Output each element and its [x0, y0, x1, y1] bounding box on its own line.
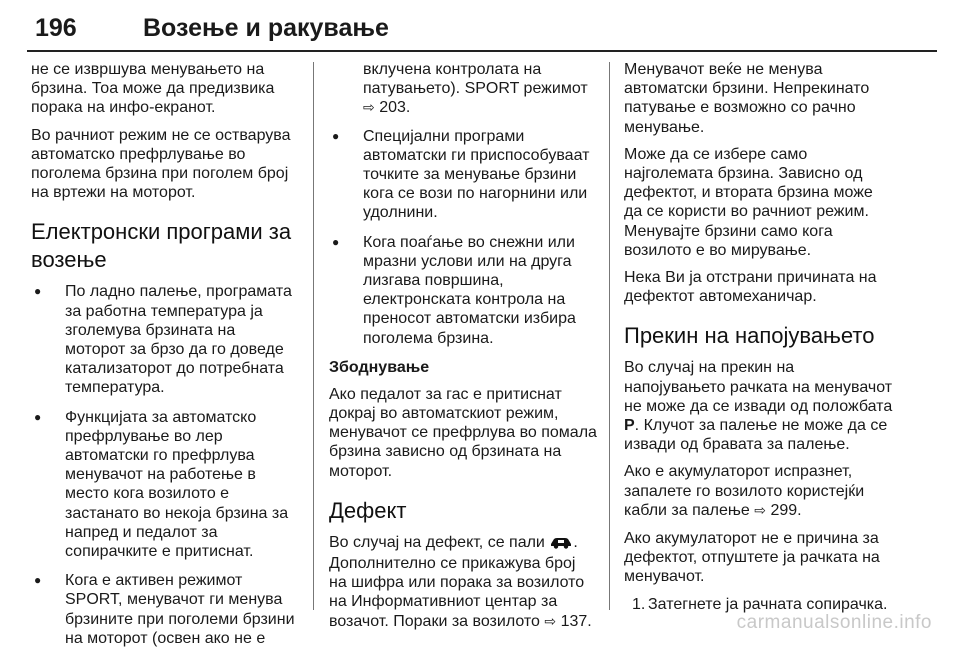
list-item — [624, 595, 894, 614]
page-reference[interactable]: 299. — [770, 501, 802, 519]
bullet-list — [31, 282, 299, 648]
bullet-list — [329, 127, 597, 348]
paragraph-text: . Дополнително се прикажува број на шифра или порака за возилото на Информативниот центар за возачот. Пораки за возилото — [329, 533, 585, 630]
column-divider — [313, 62, 314, 610]
column-divider — [609, 62, 610, 610]
step-text: Затегнете ја рачната сопирачка. — [648, 595, 888, 613]
paragraph — [329, 533, 597, 632]
page-reference[interactable]: 203. — [379, 99, 411, 117]
reference-arrow-icon: ⇨ — [544, 613, 557, 630]
section-heading-power-interruption: Прекин на напојувањето — [624, 323, 875, 349]
paragraph — [329, 60, 597, 119]
list-item: ● Специјални програми автоматски ги приспособуваат точките за менување брзини кога се вози по нагорнини или удолнини. — [329, 127, 597, 223]
gear-position-p: P — [624, 417, 635, 435]
reference-arrow-icon: ⇨ — [363, 100, 375, 117]
paragraph: Менувачот веќе не менува автоматски брзини. Непрекинато патување е возможно со рачно менување. — [624, 61, 870, 136]
column-2 — [329, 60, 597, 640]
car-transmission-fault-icon — [549, 535, 573, 554]
paragraph-text: Во случај на дефект, се пали — [329, 533, 545, 551]
paragraph — [624, 358, 894, 454]
paragraph-text: Ако е акумулаторот испразнет, запалете го возилото користејќи кабли за палење — [624, 463, 865, 519]
section-heading-electronic-programs: Електронски програми за возење — [31, 219, 292, 273]
column-3 — [624, 60, 894, 614]
paragraph: Ако акумулаторот не е причина за дефектот, отпуштете ја рачката на менувачот. — [624, 530, 880, 586]
list-item: ● Кога поаѓање во снежни или мразни услови или на друга лизгава површина, електронската контрола на преносот автоматски избира поголема брзина. — [329, 233, 597, 348]
section-heading-fault: Дефект — [329, 497, 407, 523]
page-reference[interactable]: 137. — [560, 612, 592, 630]
paragraph: Може да се избере само најголемата брзина. Зависно од дефектот, и втората брзина може да се користи во рачниот режим. Менувајте брзини само кога возилото е во мирување. — [624, 145, 873, 259]
step-number: 1. — [632, 595, 646, 613]
paragraph-text: . Клучот за палење не може да се извади од бравата за палење. — [624, 417, 888, 454]
paragraph-text: вклучена контролата на патувањето). SPORT режимот — [363, 61, 588, 98]
list-item: ● Кога е активен режимот SPORT, менувачот ги менува брзините при поголеми брзини на моторот (освен ако не е — [31, 571, 299, 648]
paragraph — [624, 462, 894, 521]
paragraph: Ако педалот за гас е притиснат докрај во автоматскиот режим, менувачот се префрлува во помала брзина зависно од брзината на моторот. — [329, 385, 597, 480]
column-1 — [31, 60, 299, 658]
step-list — [624, 595, 894, 614]
reference-arrow-icon: ⇨ — [754, 502, 766, 519]
watermark: carmanualsonline.info — [736, 612, 932, 633]
page-number: 196 — [35, 14, 77, 42]
subheading-kickdown: Збоднување — [329, 358, 430, 376]
page-header — [27, 4, 937, 52]
paragraph-text: Во случај на прекин на напојувањето рачката на менувачот не може да се извади од положбата — [624, 359, 893, 415]
chapter-title: Возење и ракување — [143, 14, 389, 42]
paragraph: Нека Ви ја отстрани причината на дефектот автомеханичар. — [624, 269, 877, 306]
paragraph: Во рачниот режим не се остварува автоматско префрлување во поголема брзина при поголем број на вртежи на моторот. — [31, 126, 291, 202]
list-item: ● По ладно палење, програмата за работна температура ја зголемува брзината на моторот за брзо да го доведе катализаторот до потребната температура. — [31, 282, 299, 397]
list-item: ● Функцијата за автоматско префрлување во лер автоматски го префрлува менувачот на работење в место кога возилото е застанато во некоја брзина за напред и педалот за сопирачките е притиснат. — [31, 408, 299, 562]
paragraph: не се извршува менувањето на брзина. Тоа може да предизвика порака на инфо-екранот. — [31, 61, 275, 117]
